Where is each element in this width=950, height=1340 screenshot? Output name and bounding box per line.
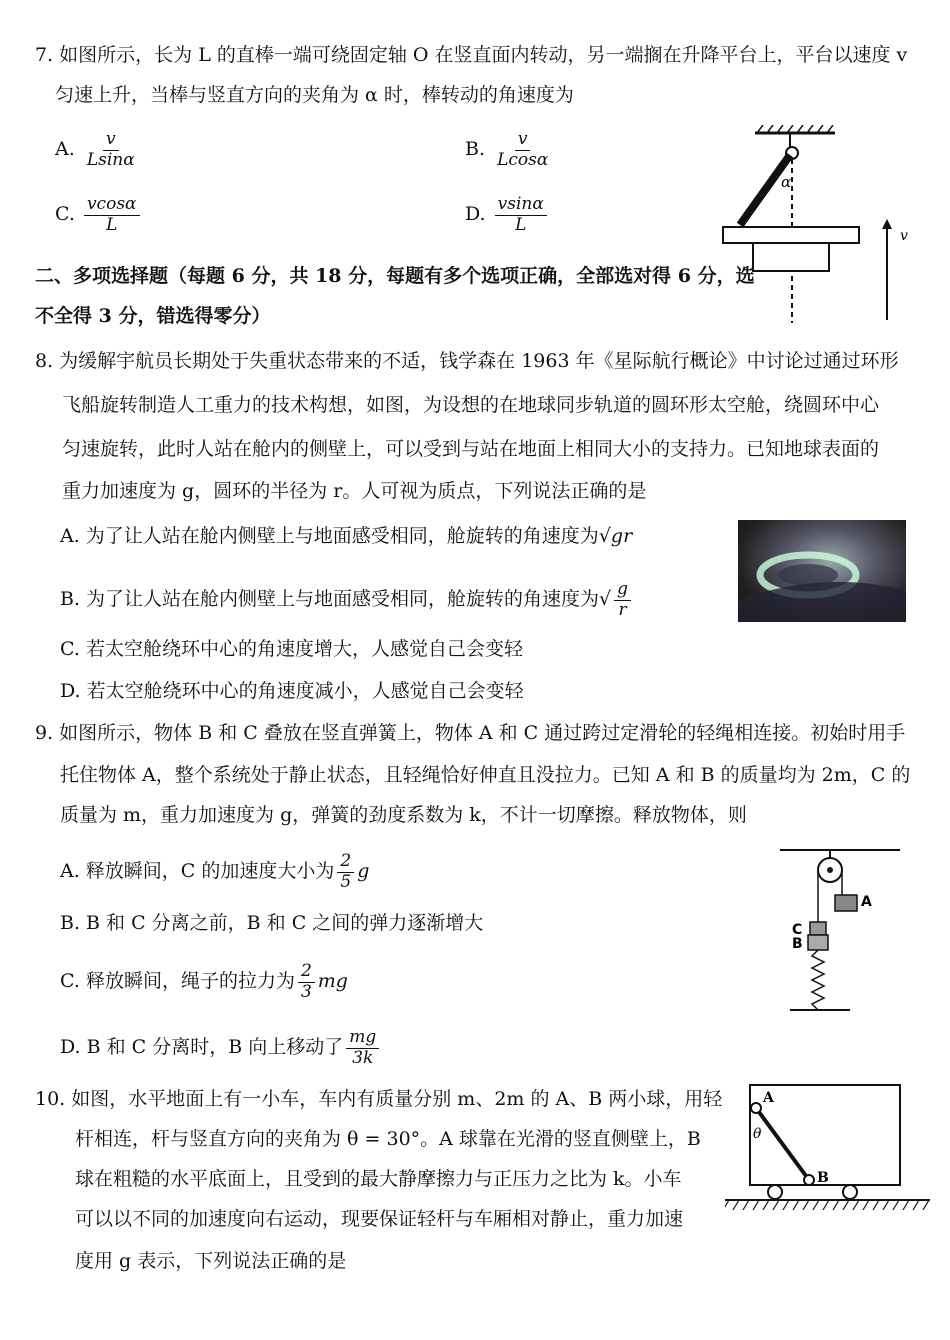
q9-block-a-label: A (861, 894, 872, 910)
q9-block-c-label: C (792, 922, 803, 938)
q8-option-b[interactable]: B. 为了让人站在舱内侧壁上与地面感受相同，舱旋转的角速度为√ $\frac{g}{r}$ (60, 580, 634, 620)
q7-option-c[interactable]: C. $\frac{vcos\alpha}{L}$ (55, 195, 143, 235)
q9-option-d-fraction: $\frac{mg}{3k}$ (346, 1028, 379, 1068)
q9-block-b-label: B (792, 936, 803, 952)
q7-option-b[interactable]: B. $\frac{v}{Lcos\alpha}$ (465, 130, 554, 170)
q7-option-d-fraction: $\frac{vsin\alpha}{L}$ (495, 195, 547, 235)
q7-alpha-label: α (781, 173, 792, 191)
q8-option-a[interactable]: A. 为了让人站在舱内侧壁上与地面感受相同，舱旋转的角速度为√gr (60, 525, 633, 547)
q10-stem-line5: 度用 g 表示，下列说法正确的是 (75, 1250, 347, 1272)
q8-stem-line3: 匀速旋转，此时人站在舱内的侧壁上，可以受到与站在地面上相同大小的支持力。已知地球表面的 (62, 438, 880, 460)
q7-stem-line2: 匀速上升，当棒与竖直方向的夹角为 α 时，棒转动的角速度为 (55, 84, 574, 106)
q9-pulley-spring-figure (775, 840, 905, 1025)
q10-stem-line4: 可以以不同的加速度向右运动，现要保证轻杆与车厢相对静止，重力加速 (75, 1208, 684, 1230)
q8-stem-line1: 8. 为缓解宇航员长期处于失重状态带来的不适，钱学森在 1963 年《星际航行概论》中讨论过通过环形 (35, 350, 899, 372)
q9-option-c-fraction: $\frac{2}{3}$ (298, 962, 315, 1002)
q8-option-b-fraction: $\frac{g}{r}$ (614, 580, 631, 620)
q10-ball-a-label: A (763, 1090, 774, 1106)
q10-stem-line1: 10. 如图，水平地面上有一小车，车内有质量分别 m、2m 的 A、B 两小球，用轻 (35, 1088, 723, 1110)
q8-stem-line2: 飞船旋转制造人工重力的技术构想，如图，为设想的在地球同步轨道的圆环形太空舱，绕圆环中心 (62, 394, 880, 416)
q8-option-c[interactable]: C. 若太空舱绕环中心的角速度增大，人感觉自己会变轻 (60, 638, 523, 660)
q7-option-d[interactable]: D. $\frac{vsin\alpha}{L}$ (465, 195, 550, 235)
q8-option-d[interactable]: D. 若太空舱绕环中心的角速度减小，人感觉自己会变轻 (60, 680, 524, 702)
q7-option-b-fraction: $\frac{v}{Lcos\alpha}$ (497, 129, 549, 170)
q9-stem-line3: 质量为 m，重力加速度为 g，弹簧的劲度系数为 k，不计一切摩擦。释放物体，则 (60, 804, 747, 826)
q8-option-a-math: √gr (598, 525, 633, 547)
q9-stem-line1: 9. 如图所示，物体 B 和 C 叠放在竖直弹簧上，物体 A 和 C 通过跨过定滑轮的轻绳相连接。初始时用手 (35, 722, 906, 744)
section2-header-line2: 不全得 3 分，错选得零分） (35, 305, 271, 327)
q7-rod-platform-figure (715, 125, 925, 330)
q10-stem-line3: 球在粗糙的水平底面上，且受到的最大静摩擦力与正压力之比为 k。小车 (75, 1168, 682, 1190)
q7-velocity-label: v (900, 228, 908, 244)
q7-option-c-fraction: $\frac{vcos\alpha}{L}$ (84, 195, 140, 235)
q9-stem-line2: 托住物体 A，整个系统处于静止状态，且轻绳恰好伸直且没拉力。已知 A 和 B 的质量均为 2m，C 的 (60, 764, 911, 786)
section2-header-line1: 二、多项选择题（每题 6 分，共 18 分，每题有多个选项正确，全部选对得 6 分，选 (35, 265, 755, 287)
q10-theta-label: θ (753, 1126, 762, 1142)
q9-option-c[interactable]: C. 释放瞬间，绳子的拉力为 $\frac{2}{3}$ mg (60, 961, 348, 1002)
q9-option-b[interactable]: B. B 和 C 分离之前，B 和 C 之间的弹力逐渐增大 (60, 912, 484, 934)
q10-cart-figure (725, 1080, 935, 1215)
q7-option-a-fraction: $\frac{v}{Lsin\alpha}$ (86, 129, 135, 170)
q9-option-d[interactable]: D. B 和 C 分离时，B 向上移动了 $\frac{mg}{3k}$ (60, 1028, 382, 1068)
q9-option-a-fraction: $\frac{2}{5}$ (337, 852, 354, 892)
space-station-photo (738, 520, 906, 622)
q8-stem-line4: 重力加速度为 g，圆环的半径为 r。人可视为质点，下列说法正确的是 (62, 480, 647, 502)
q7-option-a[interactable]: A. $\frac{v}{Lsin\alpha}$ (55, 130, 141, 170)
q10-ball-b-label: B (817, 1170, 829, 1186)
q7-stem-line1: 7. 如图所示，长为 L 的直棒一端可绕固定轴 O 在竖直面内转动，另一端搁在升降平台上，平台以速度 v (35, 44, 908, 66)
q9-option-a[interactable]: A. 释放瞬间，C 的加速度大小为 $\frac{2}{5}$ g (60, 851, 370, 892)
q10-stem-line2: 杆相连，杆与竖直方向的夹角为 θ = 30°。A 球靠在光滑的竖直侧壁上，B (75, 1128, 701, 1150)
